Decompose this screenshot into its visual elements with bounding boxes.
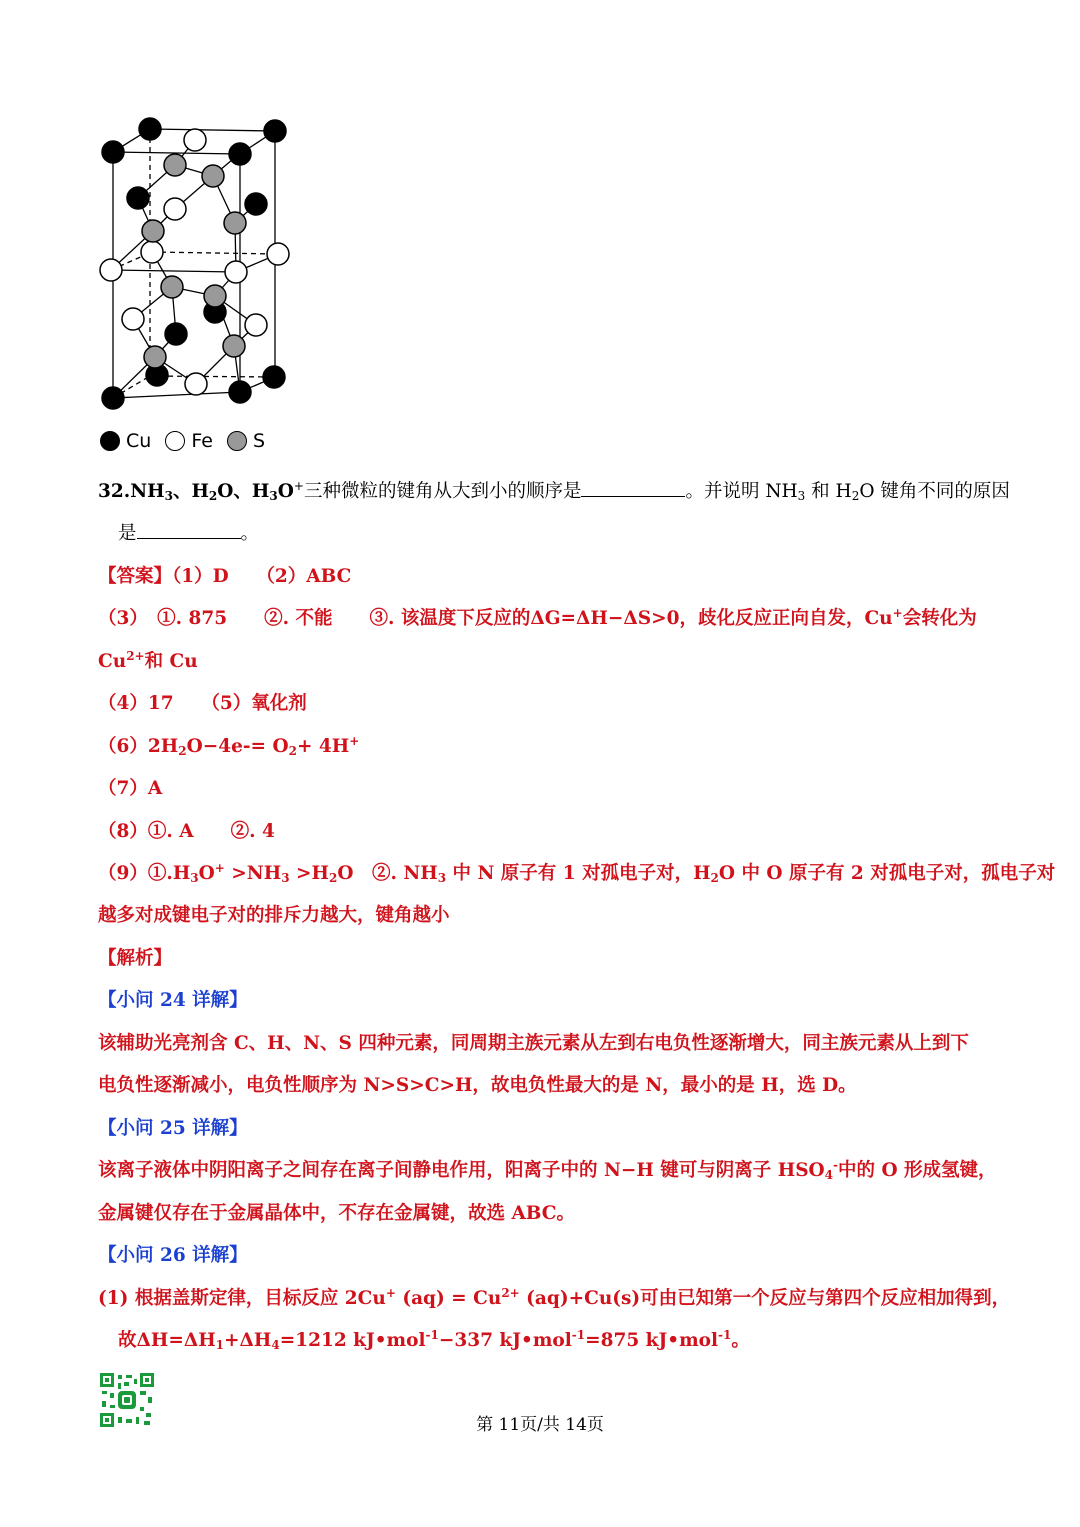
section-26-line-2: 故$\Delta H=\Delta H_1+\Delta H_4=1212$ kJ•mol$^{-1}$−337 kJ•mol$^{-1}$=875 kJ•mol$^{-1}$。 xyxy=(118,1328,750,1352)
s-atom-icon xyxy=(227,431,247,451)
answer-line-6: （7）A xyxy=(98,778,163,799)
section-24-line-1: 该辅助光亮剂含 C、H、N、S 四种元素，同周期主族元素从左到右电负性逐渐增大，同主族元素从上到下 xyxy=(98,1033,969,1054)
legend-fe: Fe xyxy=(165,430,213,452)
cu-atom-icon xyxy=(100,431,120,451)
answer-line-5: $(6)2H_2O-4e-= O_2+ 4H^+$ xyxy=(98,734,360,758)
section-24-line-2: 电负性逐渐减小，电负性顺序为 N>S>C>H，故电负性最大的是 N，最小的是 H，选 D。 xyxy=(98,1075,857,1096)
section-25-heading: 【小问 25 详解】 xyxy=(98,1118,248,1139)
section-26-line-1: (1) 根据盖斯定律，目标反应 2Cu+ $(aq) = Cu^{2+}$ (aq)+Cu(s)可由已知第一个反应与第四个反应相加得到， xyxy=(98,1286,1011,1309)
answer-line-3: $Cu^{2+}$和 Cu xyxy=(98,649,198,672)
answer-line-2: （3） ①. 875 ②. 不能 ③. 该温度下反应的ΔG=ΔH−ΔS>0，歧化反应正向自发，Cu+会转化为 xyxy=(98,606,977,629)
section-24-heading: 【小问 24 详解】 xyxy=(98,990,248,1011)
answer-line-7: （8）①. A ②. 4 xyxy=(98,821,275,842)
page-footer: 第 11页/共 14页 xyxy=(476,1415,604,1435)
answer-line-1: 【答案】（1）D （2）ABC xyxy=(98,566,352,587)
question-32-line-1: $32.NH_3$、$H_2O$、$H_3O^+$三种微粒的键角从大到小的顺序是 。并说明 $NH_3$ 和 $H_2O$ 键角不同的原因 xyxy=(98,479,1010,503)
section-25-line-2: 金属键仅存在于金属晶体中，不存在金属键，故选 ABC。 xyxy=(98,1203,576,1224)
answer-line-4: （4）17 （5）氧化剂 xyxy=(98,693,307,714)
answer-line-8: $(9)①.H_3O^+ >NH_3 >H_2O$ ②. $NH_3$ 中 N 原子有 1 对孤电子对，$H_2O$ 中 O 原子有 2 对孤电子对，孤电子对 xyxy=(98,861,1056,885)
section-26-heading: 【小问 26 详解】 xyxy=(98,1245,248,1266)
question-32-line-2: 是 。 xyxy=(118,523,260,544)
legend-s: S xyxy=(227,430,265,452)
legend-cu: Cu xyxy=(100,430,151,452)
analysis-heading: 【解析】 xyxy=(98,948,173,969)
crystal-structure-figure xyxy=(92,112,302,422)
figure-legend xyxy=(100,430,273,456)
section-25-line-1: 该离子液体中阴阳离子之间存在离子间静电作用，阳离子中的 N−H 键可与阴离子 $HSO_4^-$中的 O 形成氢键， xyxy=(98,1158,997,1182)
answer-line-9: 越多对成键电子对的排斥力越大，键角越小 xyxy=(98,905,450,926)
answer-blank-1[interactable] xyxy=(581,480,685,497)
fe-atom-icon xyxy=(165,431,185,451)
answer-blank-2[interactable] xyxy=(137,522,241,539)
